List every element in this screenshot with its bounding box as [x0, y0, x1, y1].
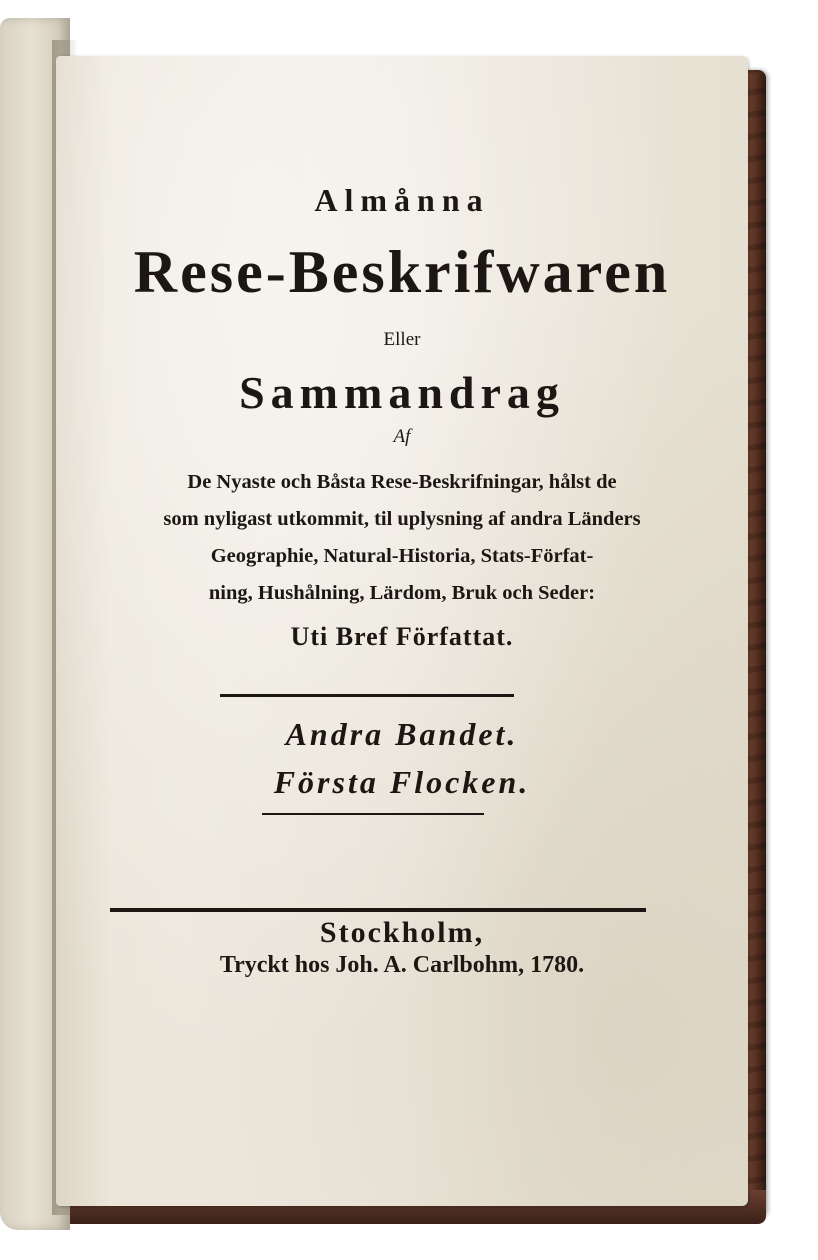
title-page [56, 56, 748, 1206]
connector-af: Af [393, 426, 411, 447]
title-line-1: Almånna [314, 182, 490, 218]
title-line-3: Sammandrag [239, 367, 565, 418]
description-line: Geographie, Natural-Historia, Stats-Förfat- [210, 545, 594, 567]
part-label: Första Flocken. [273, 764, 531, 800]
imprint-place: Stockholm, [319, 916, 485, 949]
description-line: som nyligast utkommit, til uplysning af andra Länders [163, 508, 641, 530]
volume-label: Andra Bandet. [285, 716, 519, 752]
description-block [56, 464, 748, 612]
divider-rule-2 [262, 813, 484, 815]
imprint-printer: Tryckt hos Joh. A. Carlbohm, 1780. [219, 952, 585, 978]
title-line-2: Rese-Beskrifwaren [133, 239, 671, 305]
connector-eller: Eller [383, 329, 421, 350]
divider-rule-3 [110, 908, 646, 912]
description-line: De Nyaste och Båsta Rese-Beskrifningar, hålst de [187, 471, 617, 493]
form-line: Uti Bref Författat. [290, 622, 514, 651]
divider-rule-1 [220, 694, 514, 697]
description-line: ning, Hushålning, Lärdom, Bruk och Seder: [208, 582, 596, 604]
